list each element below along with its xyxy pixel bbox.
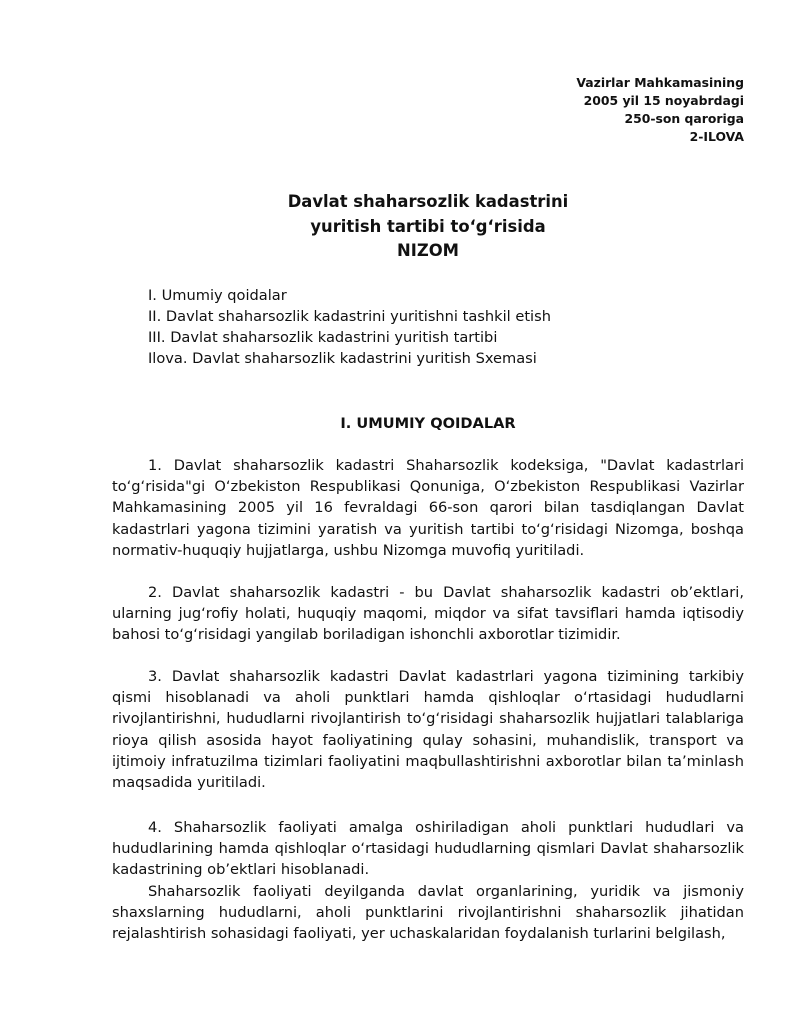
approval-line-1: Vazirlar Mahkamasining: [576, 75, 744, 90]
title-line-3: NIZOM: [397, 241, 459, 260]
toc-item: III. Davlat shaharsozlik kadastrini yuritish tartibi: [148, 329, 498, 346]
paragraph-4: 4. Shaharsozlik faoliyati amalga oshiriladigan aholi punktlari hududlari va hududlarining hamda qishloqlar o‘rtasidagi hududlarning qismlari Davlat shaharsozlik kadastrining ob’ektlari hisoblanadi.: [112, 819, 744, 879]
paragraph-1: 1. Davlat shaharsozlik kadastri Shaharsozlik kodeksiga, "Davlat kadastrlari to‘g‘risida"gi O‘zbekiston Respublikasi Qonuniga, O‘zbekiston Respublikasi Vazirlar Mahkamasining 2005 yil 16 fevraldagi 66-son qarori bilan tasdiqlangan Davlat kadastrlari yagona tizimini yaratish va yuritish tartibi to‘g‘risidagi Nizomga, boshqa normativ-huquqiy hujjatlarga, ushbu Nizomga muvofiq yuritiladi.: [112, 457, 744, 559]
section-heading: I. UMUMIY QOIDALAR: [340, 415, 516, 432]
paragraph-5: Shaharsozlik faoliyati deyilganda davlat organlarining, yuridik va jismoniy shaxslarning hududlarni, aholi punktlarini rivojlantirishni shaharsozlik jihatidan rejalashtirish sohasidagi faoliyati, yer uchaskalaridan foydalanish turlarini belgilash,: [112, 883, 744, 943]
toc-item: II. Davlat shaharsozlik kadastrini yuritishni tashkil etish: [148, 308, 551, 325]
title-line-1: Davlat shaharsozlik kadastrini: [287, 192, 569, 211]
document-title: [112, 190, 744, 264]
toc-item: Ilova. Davlat shaharsozlik kadastrini yuritish Sxemasi: [148, 350, 537, 367]
approval-line-4: 2-ILOVA: [689, 129, 744, 144]
approval-line-2: 2005 yil 15 noyabrdagi: [583, 93, 744, 108]
toc-item: I. Umumiy qoidalar: [148, 287, 287, 304]
approval-stamp: [576, 74, 744, 146]
title-line-2: yuritish tartibi to‘g‘risida: [310, 216, 546, 236]
table-of-contents: [148, 285, 551, 369]
approval-line-3: 250-son qaroriga: [624, 111, 744, 126]
paragraph-2: 2. Davlat shaharsozlik kadastri - bu Davlat shaharsozlik kadastri ob’ektlari, ularning jug‘rofiy holati, huquqiy maqomi, miqdor va sifat tavsiflari hamda iqtisodiy bahosi to‘g‘risidagi yangilab boriladigan ishonchli axborotlar tizimidir.: [112, 584, 744, 644]
paragraph-3: 3. Davlat shaharsozlik kadastri Davlat kadastrlari yagona tizimining tarkibiy qismi hisoblanadi va aholi punktlari hamda qishloqlar o‘rtasidagi hududlarni rivojlantirishni, hududlarni rivojlantirish to‘g‘risidagi shaharsozlik hujjatlari talablariga rioya qilish asosida hayot faoliyatining qulay sohasini, muhandislik, transport va ijtimoiy infratuzilma tizimlari faoliyatini maqbullashtirishni axborotlar bilan ta’minlash maqsadida yuritiladi.: [112, 668, 744, 792]
